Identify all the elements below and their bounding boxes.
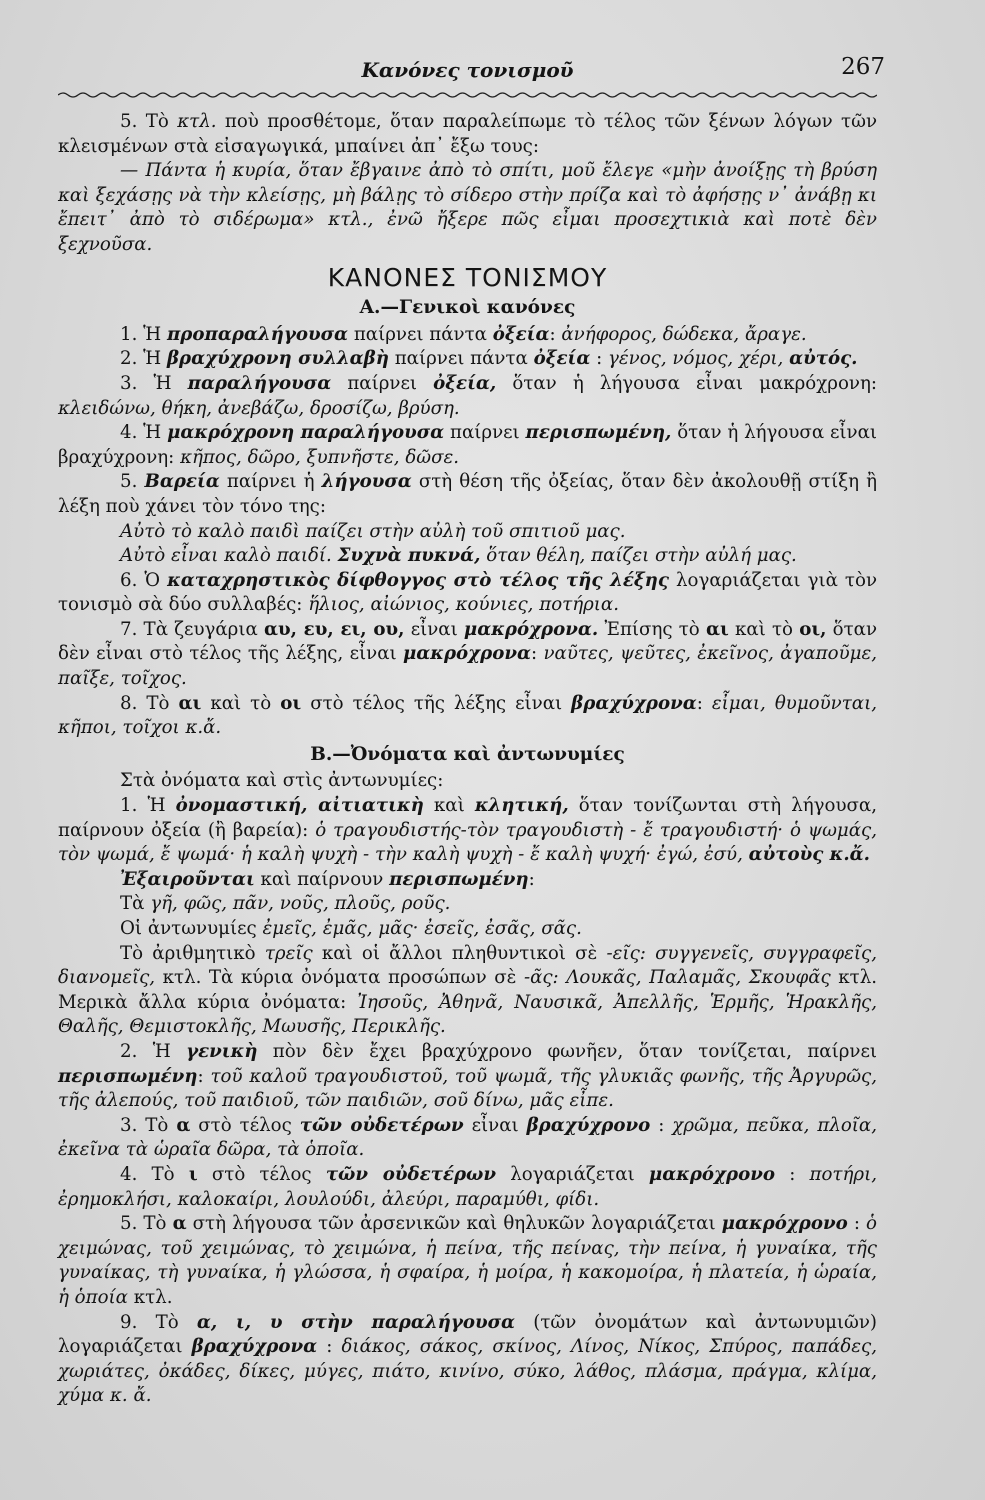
section-b-intro: Στὰ ὀνόματα καὶ στὶς ἀντωνυμίες:	[120, 770, 444, 792]
rule-a3: 3. Ἡ παραλήγουσα παίρνει ὀξεία, ὅταν ἡ λήγουσα εἶναι μακρόχρονη: κλειδώνω, θήκη, ἀνεβάζω, δροσίζω, βρύση.	[58, 372, 877, 419]
rule-a7: 7. Τὰ ζευγάρια αυ, ευ, ει, ου, εἶναι μακρόχρονα. Ἐπίσης τὸ αι καὶ τὸ οι, ὅταν δὲν εἶναι στὸ τέλος τῆς λέξης, εἶναι μακρόχρονα: ναῦτες, ψεῦτες, ἐκεῖνος, ἀγαποῦμε, παῖξε, τοῖχος.	[58, 618, 878, 690]
example-quote: — Πάντα ἡ κυρία, ὅταν ἔβγαινε ἀπὸ τὸ σπίτι, μοῦ ἔλεγε «μὴν ἀνοίξῃς τὴ βρύση καὶ ξεχάσῃς νὰ τὴν κλείσῃς, μὴ βάλῃς τὸ σίδερο στὴν πρίζα καὶ τὸ ἀφήσῃς ν᾽ ἀνάβῃ κι ἔπειτ᾽ ἀπὸ τὸ σιδέρωμα» κτλ., ἐνῶ ἤξερε πῶς εἶμαι προσεχτικιὰ καὶ ποτὲ δὲν ξεχνοῦσα.	[58, 160, 877, 255]
page-header	[58, 48, 885, 88]
rule-b2: 2. Ἡ γενικὴ πὸν δὲν ἔχει βραχύχρονο φωνῆεν, ὅταν τονίζεται, παίρνει περισπωμένη: τοῦ καλοῦ τραγουδιστοῦ, τοῦ ψωμᾶ, τῆς γλυκιᾶς φωνῆς, τῆς Ἀργυρῶς, τῆς ἀλεπούς, τοῦ παιδιοῦ, τῶν παιδιῶν, σοῦ δίνω, μᾶς εἶπε.	[58, 1040, 878, 1112]
rule-b9: 9. Τὸ α, ι, υ στὴν παραλήγουσα (τῶν ὀνομάτων καὶ ἀντωνυμιῶν) λογαριάζεται βραχύχρονα : διάκος, σάκος, σκίνος, Λίνος, Νίκος, Σπύρος, παπάδες, χωριάτες, ὀκάδες, δίκες, μύγες, πιάτο, κινίνο, σύκο, λάθος, πλάσμα, πράγμα, κλίμα, χύμα κ. ἄ.	[58, 1311, 878, 1407]
wavy-rule	[58, 90, 877, 100]
section-b-heading: Β.—Ὀνόματα καὶ ἀντωνυμίες	[310, 743, 625, 765]
running-title: Κανόνες τονισμοῦ	[361, 58, 574, 82]
page-number: 267	[841, 54, 885, 80]
rule-b3: 3. Τὸ α στὸ τέλος τῶν οὐδετέρων εἶναι βραχύχρονο : χρῶμα, πεῦκα, πλοῖα, ἐκεῖνα τὰ ὡραῖα δῶρα, τὰ ὁποῖα.	[58, 1114, 877, 1161]
rule-a4: 4. Ἡ μακρόχρονη παραλήγουσα παίρνει περισπωμένη, ὅταν ἡ λήγουσα εἶναι βραχύχρονη: κῆπος, δῶρο, ξυπνῆστε, δῶσε.	[58, 422, 877, 468]
rule-a2: 2. Ἡ βραχύχρονη συλλαβὴ παίρνει πάντα ὀξεία : γένος, νόμος, χέρι, αὐτός.	[120, 348, 858, 370]
exceptions-heading: Ἐξαιροῦνται καὶ παίρνουν περισπωμένη:	[120, 868, 535, 890]
section-a-heading: Α.—Γενικοὶ κανόνες	[359, 297, 576, 319]
rule-b4: 4. Τὸ ι στὸ τέλος τῶν οὐδετέρων λογαριάζεται μακρόχρονο : ποτήρι, ἐρημοκλήσι, καλοκαίρι, λουλούδι, ἀλεύρι, παραμύθι, φίδι.	[58, 1163, 877, 1210]
rule-a5-example-1: Αὐτὸ τὸ καλὸ παιδὶ παίζει στὴν αὐλὴ τοῦ σπιτιοῦ μας.	[120, 520, 626, 542]
exception-1: Τὰ γῆ, φῶς, πᾶν, νοῦς, πλοῦς, ροῦς.	[120, 893, 451, 915]
exception-3: Τὸ ἀριθμητικὸ τρεῖς καὶ οἱ ἄλλοι πληθυντικοὶ σὲ -εῖς: συγγενεῖς, συγγραφεῖς, διανομεῖς, κτλ. Τὰ κύρια ὀνόματα προσώπων σὲ -ᾶς: Λουκᾶς, Παλαμᾶς, Σκουφᾶς κτλ. Μερικὰ ἄλλα κύρια ὀνόματα: Ἰησοῦς, Ἀθηνᾶ, Ναυσικᾶ, Ἀπελλῆς, Ἑρμῆς, Ἡρακλῆς, Θαλῆς, Θεμιστοκλῆς, Μωυσῆς, Περικλῆς.	[58, 942, 878, 1038]
rule-a8: 8. Τὸ αι καὶ τὸ οι στὸ τέλος τῆς λέξης εἶναι βραχύχρονα: εἶμαι, θυμοῦνται, κῆποι, τοῖχοι κ.ἄ.	[58, 692, 877, 739]
page-body	[58, 110, 877, 1409]
chapter-title: ΚΑΝΟΝΕΣ ΤΟΝΙΣΜΟΥ	[327, 262, 608, 292]
rule-a1: 1. Ἡ προπαραλήγουσα παίρνει πάντα ὀξεία: ἀνήφορος, δώδεκα, ἄραγε.	[120, 323, 807, 345]
rule-a5: 5. Βαρεία παίρνει ἡ λήγουσα στὴ θέση τῆς ὀξείας, ὅταν δὲν ἀκολουθῇ στίξη ἢ λέξη ποὺ χάνει τὸν τόνο της:	[58, 471, 878, 517]
rule-a6: 6. Ὁ καταχρηστικὸς δίφθογγος στὸ τέλος τῆς λέξης λογαριάζεται γιὰ τὸν τονισμὸ σὰ δύο συλλαβές: ἥλιος, αἰώνιος, κούνιες, ποτήρια.	[58, 569, 877, 616]
exception-2: Οἱ ἀντωνυμίες ἐμεῖς, ἐμᾶς, μᾶς· ἐσεῖς, ἐσᾶς, σᾶς.	[120, 918, 582, 939]
rule-a5-example-2: Αὐτὸ εἶναι καλὸ παιδί. Συχνὰ πυκνά, ὅταν θέλη, παίζει στὴν αὐλή μας.	[120, 545, 797, 567]
paragraph-5: 5. Τὸ κτλ. ποὺ προσθέτομε, ὅταν παραλείπωμε τὸ τέλος τῶν ξένων λόγων τῶν κλεισμένων στὰ εἰσαγωγικά, μπαίνει ἀπ᾽ ἔξω τους:	[58, 111, 878, 157]
rule-b5: 5. Τὸ α στὴ λήγουσα τῶν ἀρσενικῶν καὶ θηλυκῶν λογαριάζεται μακρόχρονο : ὁ χειμώνας, τοῦ χειμώνας, τὸ χειμώνα, ἡ πείνα, τῆς πείνας, τὴν πείνα, ἡ γυναίκα, τῆς γυναίκας, τὴ γυναίκα, ἡ γλώσσα, ἡ σφαίρα, ἡ μοίρα, ἡ κακομοίρα, ἡ πλατεία, ἡ ὡραία, ἡ ὁποία κτλ.	[58, 1213, 877, 1308]
rule-b1: 1. Ἡ ὀνομαστική, αἰτιατικὴ καὶ κλητική, ὅταν τονίζωνται στὴ λήγουσα, παίρνουν ὀξεία (ἢ βαρεία): ὁ τραγουδιστής-τὸν τραγουδιστὴ - ἔ τραγουδιστή· ὁ ψωμάς, τὸν ψωμά, ἔ ψωμά· ἡ καλὴ ψυχὴ - τὴν καλὴ ψυχὴ - ἔ καλὴ ψυχή· ἐγώ, ἐσύ, αὐτοὺς κ.ἄ.	[58, 795, 877, 866]
